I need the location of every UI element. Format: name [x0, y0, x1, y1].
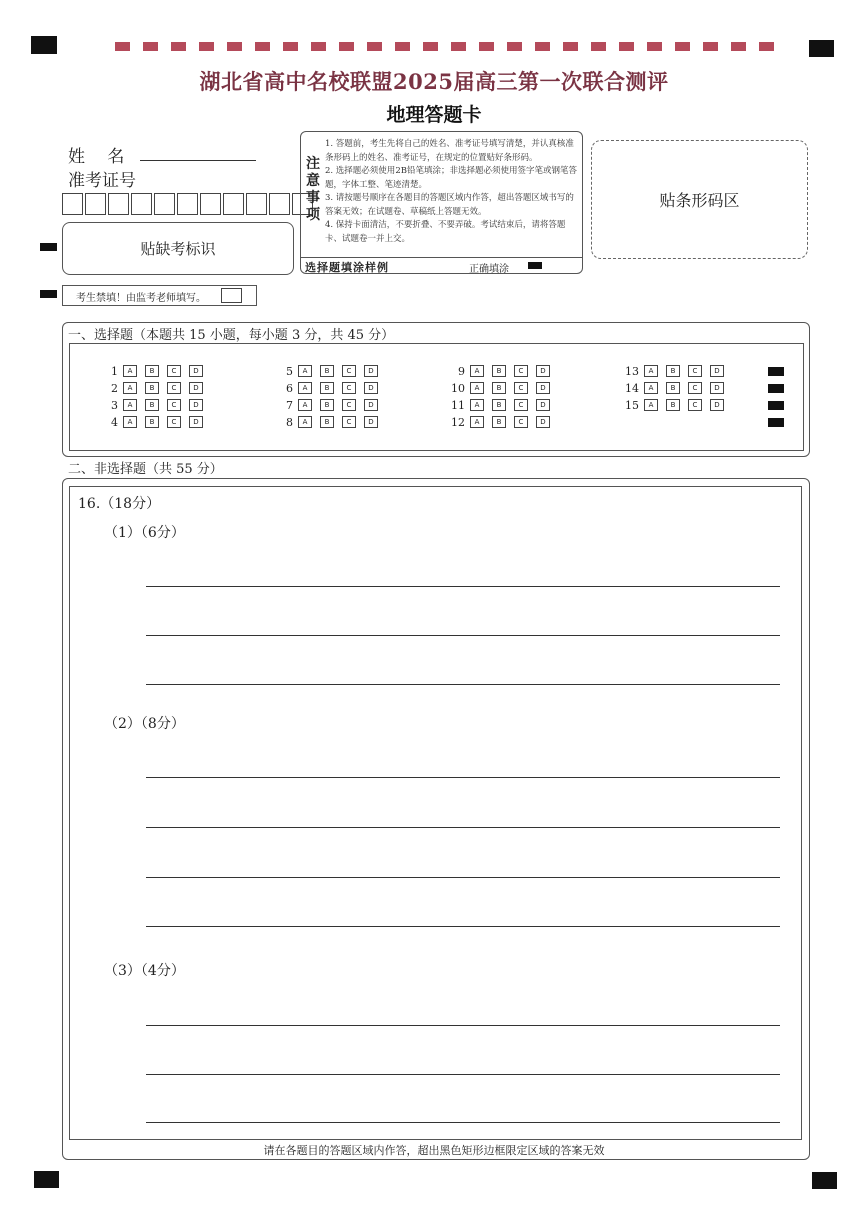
dash-segment: [703, 42, 718, 51]
exam-number-digit-box[interactable]: [108, 193, 129, 215]
name-field[interactable]: [140, 160, 256, 161]
choice-question-row: [275, 364, 386, 378]
option-bubble-b[interactable]: B: [145, 365, 159, 377]
choice-timing-mark: [768, 367, 784, 376]
option-bubble-c[interactable]: C: [514, 399, 528, 411]
option-bubble-d[interactable]: D: [536, 382, 550, 394]
question-number: 13: [625, 364, 639, 378]
question-16-label: 16.（18分）: [78, 496, 161, 512]
dash-segment: [171, 42, 186, 51]
choice-question-row: [447, 364, 558, 378]
missing-exam-label: 贴缺考标识: [140, 240, 216, 258]
option-bubble-a[interactable]: A: [470, 382, 484, 394]
option-bubble-d[interactable]: D: [364, 382, 378, 394]
option-bubble-d[interactable]: D: [710, 382, 724, 394]
option-bubble-d[interactable]: D: [536, 416, 550, 428]
question-number: 4: [111, 415, 118, 429]
dash-segment: [479, 42, 494, 51]
option-bubble-b[interactable]: B: [320, 416, 334, 428]
notice-list: [323, 138, 577, 246]
dash-segment: [423, 42, 438, 51]
choice-question-row: [100, 364, 211, 378]
notice-box: [300, 131, 583, 274]
option-bubble-b[interactable]: B: [492, 365, 506, 377]
dash-segment: [647, 42, 662, 51]
dash-segment: [283, 42, 298, 51]
dash-segment: [759, 42, 774, 51]
option-bubble-d[interactable]: D: [710, 365, 724, 377]
answer-line-part-2[interactable]: [146, 827, 780, 828]
dash-segment: [451, 42, 466, 51]
exam-number-label: 准考证号: [68, 171, 136, 191]
option-bubble-a[interactable]: A: [298, 365, 312, 377]
barcode-label: 贴条形码区: [659, 191, 740, 210]
option-bubble-a[interactable]: A: [470, 365, 484, 377]
exam-number-digit-box[interactable]: [177, 193, 198, 215]
question-16-answer-area: [69, 486, 802, 1140]
dash-segment: [143, 42, 158, 51]
option-bubble-b[interactable]: B: [320, 382, 334, 394]
option-bubble-c[interactable]: C: [514, 365, 528, 377]
question-number: 7: [286, 398, 293, 412]
dash-segment: [339, 42, 354, 51]
notice-item: 3. 请按题号顺序在各题目的答题区域内作答，超出答题区域书写的答案无效；在试题卷、草稿纸上答题无效。: [325, 193, 574, 217]
option-bubble-a[interactable]: A: [644, 382, 658, 394]
exam-number-digit-box[interactable]: [131, 193, 152, 215]
notice-item: 4. 保持卡面清洁，不要折叠、不要弄破。考试结束后，请将答题卡、试题卷一并上交。: [325, 220, 566, 244]
option-bubble-d[interactable]: D: [364, 416, 378, 428]
absent-note: 考生禁填！由监考老师填写。: [76, 293, 206, 304]
option-bubble-c[interactable]: C: [342, 365, 356, 377]
nonchoice-header: 二、非选择题（共 55 分）: [68, 462, 223, 477]
option-bubble-a[interactable]: A: [123, 399, 137, 411]
option-bubble-b[interactable]: B: [145, 382, 159, 394]
option-bubble-b[interactable]: B: [666, 382, 680, 394]
correct-fill-label: 正确填涂: [469, 264, 509, 274]
question-number: 5: [286, 364, 293, 378]
option-bubble-a[interactable]: A: [123, 365, 137, 377]
option-bubble-c[interactable]: C: [167, 382, 181, 394]
notice-item: 2. 选择题必须使用2B铅笔填涂；非选择题必须使用签字笔或钢笔答题，字体工整、笔迹清楚。: [325, 166, 577, 190]
question-number: 15: [625, 398, 639, 412]
choice-question-row: [621, 364, 732, 378]
fill-sample-label: 选择题填涂样例: [305, 261, 389, 274]
question-number: 6: [286, 381, 293, 395]
answer-line-part-2[interactable]: [146, 877, 780, 878]
option-bubble-a[interactable]: A: [123, 416, 137, 428]
option-bubble-a[interactable]: A: [644, 399, 658, 411]
choice-question-row: [100, 415, 211, 429]
option-bubble-a[interactable]: A: [470, 416, 484, 428]
option-bubble-c[interactable]: C: [167, 365, 181, 377]
choice-timing-mark: [768, 384, 784, 393]
timing-mark-absent: [40, 290, 57, 298]
option-bubble-d[interactable]: D: [189, 416, 203, 428]
dash-segment: [619, 42, 634, 51]
option-bubble-d[interactable]: D: [710, 399, 724, 411]
question-number: 11: [451, 398, 465, 412]
option-bubble-b[interactable]: B: [320, 399, 334, 411]
choice-timing-mark: [768, 401, 784, 410]
dash-segment: [675, 42, 690, 51]
option-bubble-b[interactable]: B: [492, 382, 506, 394]
option-bubble-d[interactable]: D: [536, 365, 550, 377]
question-number: 2: [111, 381, 118, 395]
option-bubble-d[interactable]: D: [364, 399, 378, 411]
choice-question-row: [100, 381, 211, 395]
choice-question-row: [447, 415, 558, 429]
exam-number-digit-box[interactable]: [154, 193, 175, 215]
exam-number-digit-box[interactable]: [62, 193, 83, 215]
registration-dash-strip: [115, 42, 800, 51]
dash-segment: [199, 42, 214, 51]
corner-mark-bottom-right: [812, 1172, 837, 1189]
page-title: 湖北省高中名校联盟2025届高三第一次联合测评: [199, 69, 669, 94]
choice-question-row: [275, 398, 386, 412]
question-number: 1: [111, 364, 118, 378]
fill-sample-row: [301, 257, 582, 274]
exam-number-boxes[interactable]: [62, 193, 315, 215]
option-bubble-d[interactable]: D: [536, 399, 550, 411]
exam-number-digit-box[interactable]: [246, 193, 267, 215]
answer-line-part-1[interactable]: [146, 635, 780, 636]
corner-mark-bottom-left: [34, 1171, 59, 1188]
question-number: 3: [111, 398, 118, 412]
option-bubble-c[interactable]: C: [342, 382, 356, 394]
option-bubble-b[interactable]: B: [492, 399, 506, 411]
option-bubble-c[interactable]: C: [688, 382, 702, 394]
answer-line-part-2[interactable]: [146, 926, 780, 927]
answer-line-part-3[interactable]: [146, 1122, 780, 1123]
option-bubble-c[interactable]: C: [167, 416, 181, 428]
option-bubble-b[interactable]: B: [145, 399, 159, 411]
choice-question-row: [621, 381, 732, 395]
notice-heading: 注意事项: [306, 156, 320, 223]
choice-header: 一、选择题（本题共 15 小题，每小题 3 分，共 45 分）: [68, 328, 395, 343]
option-bubble-a[interactable]: A: [298, 399, 312, 411]
option-bubble-d[interactable]: D: [189, 399, 203, 411]
choice-question-row: [275, 381, 386, 395]
dash-segment: [311, 42, 326, 51]
dash-segment: [227, 42, 242, 51]
dash-segment: [255, 42, 270, 51]
option-bubble-a[interactable]: A: [470, 399, 484, 411]
dash-segment: [535, 42, 550, 51]
option-bubble-a[interactable]: A: [298, 382, 312, 394]
timing-mark-missing: [40, 243, 57, 251]
correct-fill-mark: [528, 262, 542, 269]
option-bubble-b[interactable]: B: [492, 416, 506, 428]
option-bubble-b[interactable]: B: [320, 365, 334, 377]
question-number: 12: [451, 415, 465, 429]
question-number: 9: [458, 364, 465, 378]
footer-note: 请在各题目的答题区域内作答，超出黑色矩形边框限定区域的答案无效: [263, 1144, 605, 1157]
choice-question-row: [100, 398, 211, 412]
option-bubble-c[interactable]: C: [688, 365, 702, 377]
option-bubble-d[interactable]: D: [189, 365, 203, 377]
question-number: 8: [286, 415, 293, 429]
missing-exam-sticker-area: [62, 222, 294, 275]
dash-segment: [591, 42, 606, 51]
option-bubble-a[interactable]: A: [644, 365, 658, 377]
answer-line-part-3[interactable]: [146, 1025, 780, 1026]
question-number: 10: [451, 381, 465, 395]
absent-box: [62, 285, 257, 306]
corner-mark-top-right: [809, 40, 834, 57]
choice-timing-mark: [768, 418, 784, 427]
answer-line-part-1[interactable]: [146, 684, 780, 685]
option-bubble-b[interactable]: B: [666, 399, 680, 411]
option-bubble-b[interactable]: B: [666, 365, 680, 377]
option-bubble-d[interactable]: D: [364, 365, 378, 377]
option-bubble-c[interactable]: C: [514, 382, 528, 394]
question-16-part-2-label: （2）（8分）: [104, 716, 185, 732]
notice-item: 1. 答题前，考生先将自己的姓名、准考证号填写清楚，并认真核准条形码上的姓名、准考证号，在规定的位置贴好条形码。: [325, 139, 574, 163]
dash-segment: [395, 42, 410, 51]
choice-question-row: [621, 398, 732, 412]
exam-number-digit-box[interactable]: [269, 193, 290, 215]
option-bubble-c[interactable]: C: [688, 399, 702, 411]
exam-number-digit-box[interactable]: [223, 193, 244, 215]
barcode-area: [591, 140, 808, 259]
exam-number-digit-box[interactable]: [200, 193, 221, 215]
option-bubble-c[interactable]: C: [342, 399, 356, 411]
absent-checkbox[interactable]: [221, 288, 242, 303]
answer-line-part-3[interactable]: [146, 1074, 780, 1075]
option-bubble-c[interactable]: C: [514, 416, 528, 428]
option-bubble-c[interactable]: C: [167, 399, 181, 411]
question-16-part-1-label: （1）（6分）: [104, 525, 185, 541]
choice-answer-grid: [69, 343, 804, 451]
dash-segment: [367, 42, 382, 51]
choice-question-row: [447, 398, 558, 412]
choice-question-row: [447, 381, 558, 395]
answer-line-part-1[interactable]: [146, 586, 780, 587]
name-label: 姓 名: [68, 147, 125, 167]
question-16-part-3-label: （3）（4分）: [104, 963, 185, 979]
question-number: 14: [625, 381, 639, 395]
dash-segment: [563, 42, 578, 51]
option-bubble-c[interactable]: C: [342, 416, 356, 428]
answer-line-part-2[interactable]: [146, 777, 780, 778]
choice-question-row: [275, 415, 386, 429]
option-bubble-d[interactable]: D: [189, 382, 203, 394]
exam-number-digit-box[interactable]: [85, 193, 106, 215]
option-bubble-b[interactable]: B: [145, 416, 159, 428]
option-bubble-a[interactable]: A: [123, 382, 137, 394]
dash-segment: [731, 42, 746, 51]
dash-segment: [507, 42, 522, 51]
dash-segment: [115, 42, 130, 51]
corner-mark-top-left: [31, 36, 57, 54]
page-subtitle: 地理答题卡: [386, 104, 482, 126]
option-bubble-a[interactable]: A: [298, 416, 312, 428]
